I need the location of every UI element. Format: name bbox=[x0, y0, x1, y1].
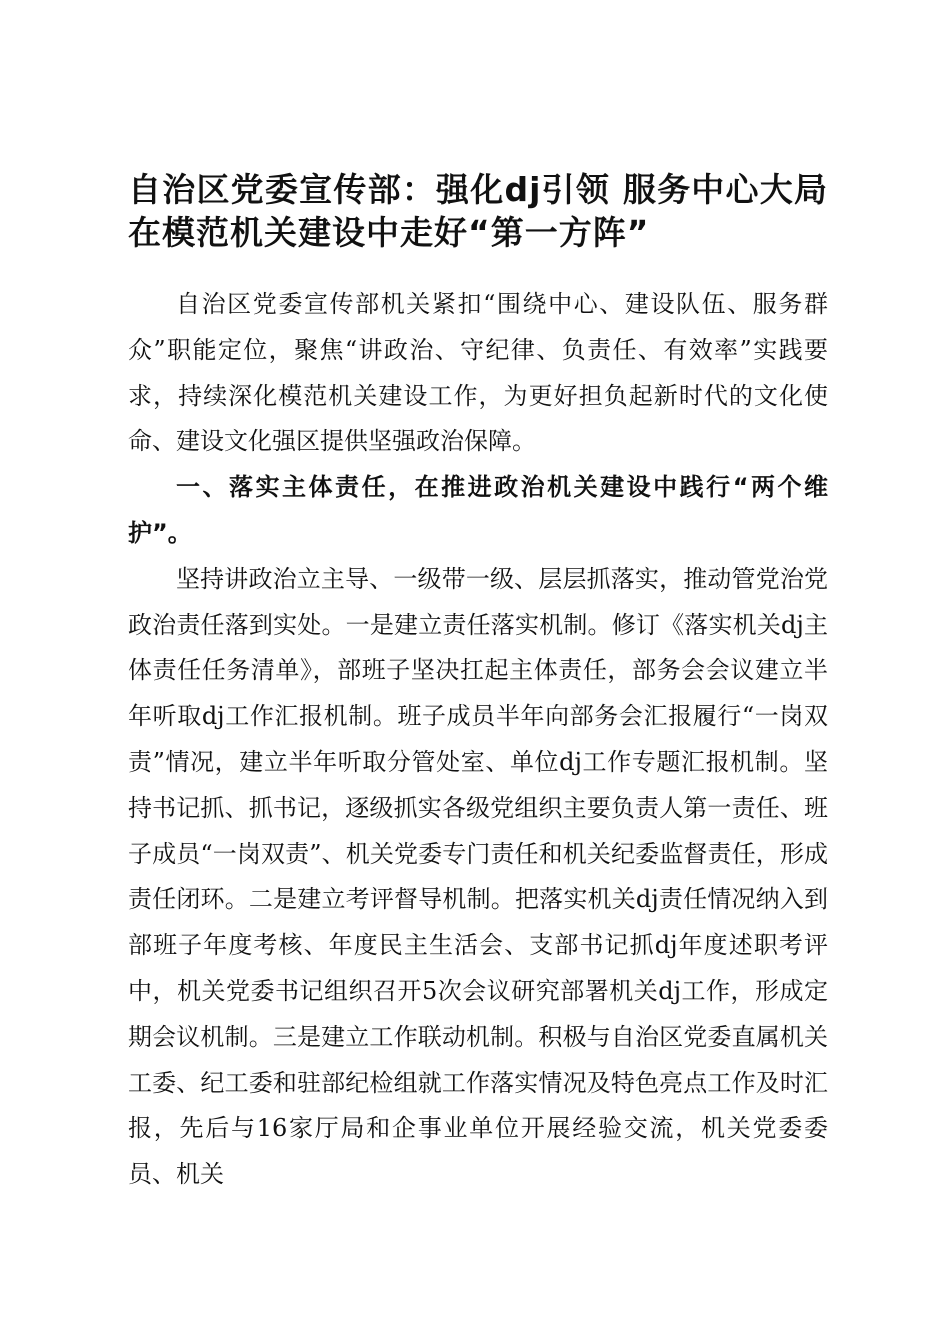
intro-paragraph: 自治区党委宣传部机关紧扣“围绕中心、建设队伍、服务群众”职能定位，聚焦“讲政治、守纪律、负责任、有效率”实践要求，持续深化模范机关建设工作，为更好担负起新时代的文化使命、建设文化强区提供坚强政治保障。 bbox=[128, 290, 828, 456]
section-heading-1: 一、落实主体责任，在推进政治机关建设中践行“两个维护”。 bbox=[128, 473, 828, 547]
document-title: 自治区党委宣传部：强化dj引领 服务中心大局 在模范机关建设中走好“第一方阵” bbox=[128, 170, 828, 252]
document-body bbox=[128, 282, 828, 1198]
body-paragraph: 坚持讲政治立主导、一级带一级、层层抓落实，推动管党治党政治责任落到实处。一是建立责任落实机制。修订《落实机关dj主体责任任务清单》，部班子坚决扛起主体责任，部务会会议建立半年听取dj工作汇报机制。班子成员半年向部务会汇报履行“一岗双责”情况，建立半年听取分管处室、单位dj工作专题汇报机制。坚持书记抓、抓书记，逐级抓实各级党组织主要负责人第一责任、班子成员“一岗双责”、机关党委专门责任和机关纪委监督责任，形成责任闭环。二是建立考评督导机制。把落实机关dj责任情况纳入到部班子年度考核、年度民主生活会、支部书记抓dj年度述职考评中，机关党委书记组织召开5次会议研究部署机关dj工作，形成定期会议机制。三是建立工作联动机制。积极与自治区党委直属机关工委、纪工委和驻部纪检组就工作落实情况及特色亮点工作及时汇报，先后与16家厅局和企事业单位开展经验交流，机关党委委员、机关 bbox=[128, 564, 828, 1189]
